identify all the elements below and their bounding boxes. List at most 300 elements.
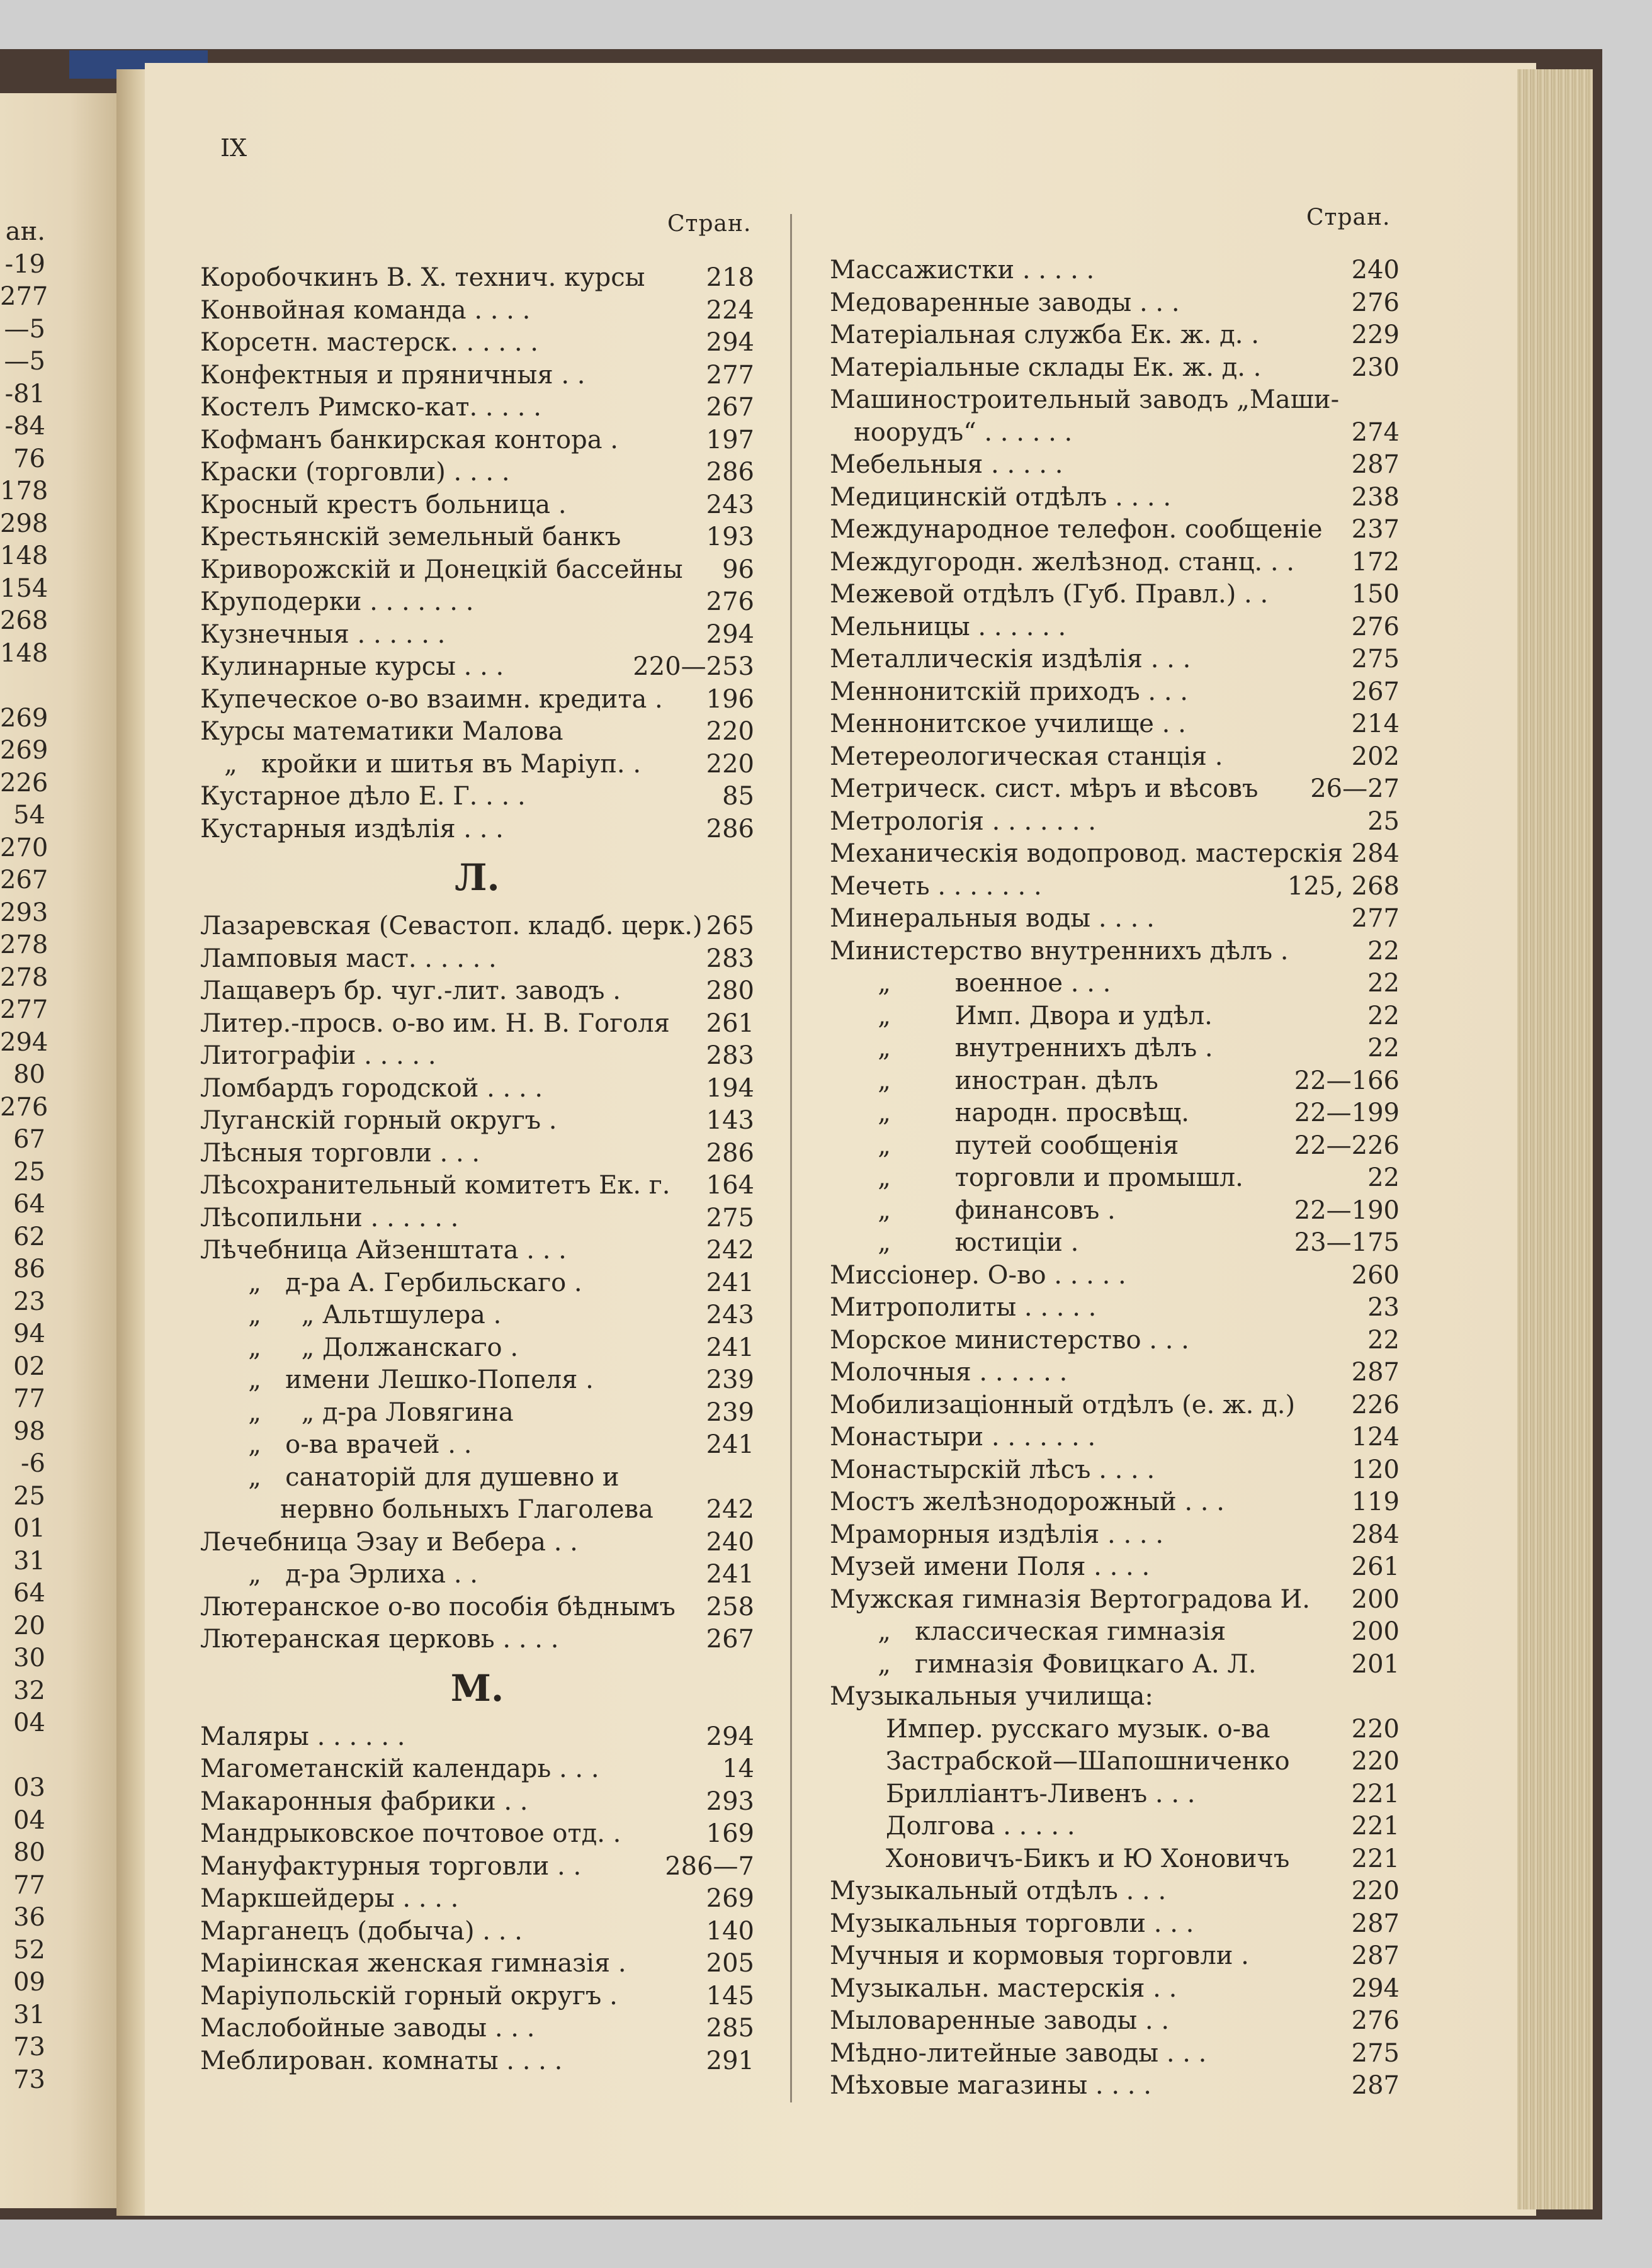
entry-title: Музыкальн. мастерскія . . — [830, 1973, 1177, 2003]
entry-title: Долгова . . . . . — [830, 1812, 1075, 1841]
entry-title: Меблирован. комнаты . . . . — [200, 2046, 563, 2075]
index-entry — [830, 773, 1400, 806]
index-entry — [830, 1908, 1400, 1941]
entry-page: 22—226 — [1294, 1131, 1400, 1160]
entry-page: 172 — [1351, 547, 1400, 577]
entry-page: 229 — [1351, 320, 1400, 349]
entry-title: Мельницы . . . . . . — [830, 612, 1066, 641]
entry-page: 286—7 — [665, 1851, 754, 1881]
left-page-number: —5 — [4, 347, 45, 376]
entry-page: 25 — [1367, 806, 1400, 836]
entry-title: Краски (торговли) . . . . — [200, 458, 510, 487]
left-page-number: 36 — [13, 1903, 45, 1932]
entry-page: 276 — [1351, 288, 1400, 317]
entry-page: 205 — [706, 1949, 754, 1978]
index-entry — [200, 489, 754, 522]
entry-page: 140 — [706, 1916, 754, 1946]
left-page-number: 270 — [0, 833, 48, 862]
index-entry — [200, 716, 754, 748]
entry-title: Молочныя . . . . . . — [830, 1358, 1068, 1387]
index-entry — [830, 417, 1400, 449]
entry-title: Маслобойные заводы . . . — [200, 2014, 535, 2043]
index-entry — [830, 449, 1400, 482]
entry-page: 243 — [706, 490, 754, 519]
left-page-number: 67 — [13, 1125, 45, 1154]
entry-title: Министерство внутреннихъ дѣлъ . — [830, 936, 1289, 966]
index-entry — [200, 392, 754, 424]
index-entry — [830, 1875, 1400, 1908]
entry-title: Кустарныя издѣлія . . . — [200, 814, 504, 843]
page-number: IX — [220, 134, 247, 162]
left-page-number: 77 — [13, 1384, 45, 1413]
entry-page: 275 — [1351, 2038, 1400, 2068]
index-entry — [830, 1454, 1400, 1487]
entry-title: Лѣчебница Айзенштата . . . — [200, 1236, 567, 1265]
index-entry — [200, 651, 754, 684]
index-entry — [830, 1584, 1400, 1616]
index-entry — [200, 1073, 754, 1105]
index-entry — [830, 1421, 1400, 1454]
entry-page: 267 — [1351, 677, 1400, 706]
index-entry — [200, 1623, 754, 1656]
entry-page: 23—175 — [1294, 1228, 1400, 1257]
entry-page: 239 — [706, 1397, 754, 1427]
index-entry — [200, 943, 754, 976]
entry-title: Конфектныя и пряничныя . . — [200, 360, 586, 390]
entry-title: „ иностран. дѣлъ — [830, 1066, 1158, 1095]
entry-page: 280 — [706, 976, 754, 1005]
entry-page — [1396, 384, 1400, 417]
left-page-number: 31 — [13, 1546, 45, 1576]
entry-page: 196 — [706, 684, 754, 714]
entry-title: Меннонитское училище . . — [830, 709, 1186, 738]
entry-title: Круподерки . . . . . . . — [200, 587, 474, 616]
entry-page: 197 — [706, 425, 754, 454]
index-entry — [830, 1940, 1400, 1973]
page-edges — [1517, 69, 1593, 2209]
entry-title: „ д-ра Эрлиха . . — [200, 1560, 478, 1589]
entry-page: 221 — [1351, 1779, 1400, 1808]
entry-page: 287 — [1351, 1909, 1400, 1938]
index-entry — [830, 838, 1400, 871]
entry-page: 284 — [1351, 839, 1400, 868]
entry-title: Луганскій горный округъ . — [200, 1106, 557, 1135]
index-entry — [830, 254, 1400, 287]
section-letter: Л. — [455, 856, 500, 899]
left-page-number: 54 — [13, 801, 45, 830]
left-page-number: 20 — [13, 1611, 45, 1640]
entry-title: Хоновичъ-Бикъ и Ю Хоновичъ — [830, 1844, 1290, 1873]
left-page-number: —5 — [4, 314, 45, 344]
left-page-number: 64 — [13, 1579, 45, 1608]
entry-page: 276 — [1351, 2006, 1400, 2035]
entry-title: Кузнечныя . . . . . . — [200, 619, 446, 649]
index-entry — [200, 1332, 754, 1365]
entry-page: 276 — [706, 587, 754, 616]
index-entry — [830, 871, 1400, 903]
index-entry — [830, 741, 1400, 774]
entry-page: 164 — [706, 1171, 754, 1200]
entry-page: 269 — [706, 1884, 754, 1913]
entry-title: „ „ Должанскаго . — [200, 1333, 519, 1362]
left-page-number: 278 — [0, 962, 48, 992]
index-entry — [830, 1486, 1400, 1519]
entry-page: 220 — [706, 749, 754, 779]
left-page-number: 04 — [13, 1805, 45, 1835]
entry-page: 277 — [706, 360, 754, 390]
entry-page: 221 — [1351, 1844, 1400, 1873]
entry-title: Мѣховые магазины . . . . — [830, 2071, 1151, 2100]
entry-title: Минеральныя воды . . . . — [830, 904, 1155, 933]
entry-page: 237 — [1351, 515, 1400, 544]
left-page-number: 25 — [13, 1157, 45, 1187]
entry-title: Лѣсохранительный комитетъ Ек. г. — [200, 1171, 670, 1200]
entry-title: Купеческое о-во взаимн. кредита . — [200, 684, 663, 714]
entry-page: 291 — [706, 2046, 754, 2075]
entry-title: Маркшейдеры . . . . — [200, 1884, 459, 1913]
left-page-number: 268 — [0, 606, 48, 635]
index-entry — [830, 319, 1400, 352]
entry-title: Международное телефон. сообщеніе — [830, 515, 1323, 544]
index-entry — [830, 968, 1400, 1000]
entry-page: 220—253 — [633, 652, 754, 681]
entry-title: Мануфактурныя торговли . . — [200, 1851, 582, 1881]
entry-page: 214 — [1351, 709, 1400, 738]
entry-title: „ народн. просвѣщ. — [830, 1098, 1189, 1127]
entry-page: 119 — [1351, 1487, 1400, 1516]
entry-title: „ санаторій для душевно и — [200, 1462, 620, 1492]
entry-page: 275 — [1351, 645, 1400, 674]
index-entry — [830, 2005, 1400, 2038]
entry-title: Массажистки . . . . . — [830, 256, 1095, 285]
entry-title: Макаронныя фабрики . . — [200, 1786, 528, 1816]
entry-title: Маріупольскій горный округъ . — [200, 1981, 618, 2011]
index-entry — [830, 1162, 1400, 1195]
entry-title: Лечебница Эзау и Вебера . . — [200, 1527, 578, 1557]
entry-title: „ путей сообщенія — [830, 1131, 1179, 1160]
index-entry — [200, 1040, 754, 1073]
entry-page: 230 — [1351, 353, 1400, 382]
entry-page: 275 — [706, 1203, 754, 1233]
entry-title: Маріинская женская гимназія . — [200, 1949, 626, 1978]
entry-page: 226 — [1351, 1390, 1400, 1419]
index-entry — [200, 424, 754, 457]
entry-page: 287 — [1351, 2071, 1400, 2100]
index-entry — [830, 806, 1400, 838]
index-entry — [200, 586, 754, 619]
index-entry — [830, 935, 1400, 968]
index-entry — [200, 1980, 754, 2013]
entry-title: „ кройки и шитья въ Маріуп. . — [200, 749, 642, 779]
left-page-number: -81 — [4, 379, 45, 409]
index-entry — [200, 1364, 754, 1397]
entry-page: 294 — [1351, 1973, 1400, 2003]
index-entry — [200, 1786, 754, 1819]
entry-page: 14 — [722, 1754, 754, 1783]
entry-page: 201 — [1351, 1649, 1400, 1679]
index-entry — [830, 546, 1400, 579]
entry-title: Миссіонер. О-во . . . . . — [830, 1260, 1126, 1290]
entry-title: Ломбардъ городской . . . . — [200, 1073, 543, 1103]
index-entry — [200, 1234, 754, 1267]
index-entry — [830, 2038, 1400, 2070]
entry-title: „ Имп. Двора и удѣл. — [830, 1001, 1213, 1030]
entry-title: Музыкальный отдѣлъ . . . — [830, 1876, 1167, 1905]
entry-page: 124 — [1351, 1423, 1400, 1452]
entry-page: 241 — [706, 1333, 754, 1362]
index-entry — [200, 1429, 754, 1462]
entry-page: 220 — [1351, 1714, 1400, 1744]
index-entry — [200, 1883, 754, 1915]
index-entry — [830, 676, 1400, 709]
entry-title: Мраморныя издѣлія . . . . — [830, 1520, 1164, 1549]
index-entry — [830, 1778, 1400, 1811]
entry-title: Крестьянскій земельный банкъ — [200, 522, 621, 551]
left-page-number: 298 — [0, 509, 48, 538]
index-entry — [830, 352, 1400, 385]
index-entry — [830, 1649, 1400, 1681]
entry-page: 287 — [1351, 1941, 1400, 1970]
left-page-number: 269 — [0, 703, 48, 733]
left-page-number: 86 — [13, 1255, 45, 1284]
index-entry — [830, 611, 1400, 644]
entry-page: 267 — [706, 393, 754, 422]
left-page-number: 52 — [13, 1935, 45, 1965]
entry-title: Матеріальные склады Ек. ж. д. . — [830, 353, 1262, 382]
left-page-number: 148 — [0, 541, 48, 570]
index-entry — [830, 1357, 1400, 1389]
index-entry — [200, 554, 754, 587]
index-entry — [200, 262, 754, 295]
index-entry — [830, 1810, 1400, 1843]
left-page-number: 267 — [0, 866, 48, 894]
entry-title: „ д-ра А. Гербильскаго . — [200, 1268, 582, 1297]
left-page-number: -19 — [4, 249, 45, 279]
index-entry — [830, 1681, 1400, 1713]
left-page-number: 80 — [13, 1060, 45, 1089]
left-page-number: 294 — [0, 1027, 48, 1057]
index-entry — [830, 1324, 1400, 1357]
entry-title: Бриллiантъ-Ливенъ . . . — [830, 1779, 1196, 1808]
index-entry — [200, 1105, 754, 1137]
index-entry — [200, 2045, 754, 2078]
index-entry — [830, 1519, 1400, 1552]
entry-title: „ гимназія Фовицкаго А. Л. — [830, 1649, 1257, 1679]
entry-title: „ „ д-ра Ловягина — [200, 1397, 514, 1427]
entry-page: 287 — [1351, 450, 1400, 479]
left-page-number: 94 — [13, 1319, 45, 1348]
entry-page: 193 — [706, 522, 754, 551]
entry-title: Мѣдно-литейные заводы . . . — [830, 2038, 1207, 2068]
index-entry — [830, 1973, 1400, 2006]
entry-title: Митрополиты . . . . . — [830, 1293, 1097, 1322]
index-entry — [830, 1065, 1400, 1098]
entry-page: 294 — [706, 328, 754, 357]
left-page-number: 148 — [0, 638, 48, 668]
entry-title: Мыловаренные заводы . . — [830, 2006, 1170, 2035]
index-entry — [830, 1097, 1400, 1130]
index-column-right — [830, 254, 1400, 2102]
left-page-number: 226 — [0, 768, 48, 798]
index-entry — [830, 1130, 1400, 1163]
entry-title: Лѣсныя торговли . . . — [200, 1138, 480, 1168]
entry-page: 169 — [706, 1819, 754, 1848]
entry-page: 241 — [706, 1268, 754, 1297]
entry-title: Монастырскій лѣсъ . . . . — [830, 1455, 1155, 1484]
entry-page: 286 — [706, 814, 754, 843]
entry-title: Метрологія . . . . . . . — [830, 806, 1096, 836]
entry-title: Машиностроительный заводъ „Маши- — [830, 385, 1340, 414]
entry-title: Музей имени Поля . . . . — [830, 1552, 1150, 1581]
index-entry — [830, 1000, 1400, 1033]
entry-page: 267 — [706, 1625, 754, 1654]
index-entry — [830, 1551, 1400, 1584]
entry-title: Кулинарные курсы . . . — [200, 652, 504, 681]
entry-page: 23 — [1367, 1293, 1400, 1322]
index-entry — [830, 384, 1400, 417]
left-page-number: 269 — [0, 736, 48, 765]
entry-page: 261 — [706, 1008, 754, 1038]
entry-title: Кустарное дѣло Е. Г. . . . — [200, 782, 526, 811]
entry-title: Монастыри . . . . . . . — [830, 1423, 1096, 1452]
entry-title: Медоваренные заводы . . . — [830, 288, 1180, 317]
entry-title: Мобилизаціонный отдѣлъ (е. ж. д.) — [830, 1390, 1296, 1419]
index-entry — [200, 1851, 754, 1883]
left-page-number: 73 — [13, 2033, 45, 2062]
index-entry — [200, 684, 754, 716]
entry-page — [750, 1462, 754, 1494]
index-entry — [200, 327, 754, 359]
entry-title: Музыкальныя торговли . . . — [830, 1909, 1194, 1938]
entry-title: Мучныя и кормовыя торговли . — [830, 1941, 1249, 1970]
left-page-number: -6 — [21, 1449, 45, 1478]
entry-page: 220 — [1351, 1747, 1400, 1776]
entry-page: 274 — [1351, 417, 1400, 447]
index-entry — [200, 2012, 754, 2045]
entry-page: 22 — [1367, 1325, 1400, 1355]
column-header-left: Стран. — [667, 211, 752, 237]
left-page-number: 31 — [13, 2000, 45, 2029]
index-entry — [830, 482, 1400, 514]
entry-page: 240 — [706, 1527, 754, 1557]
index-entry — [200, 1462, 754, 1494]
entry-page: 284 — [1351, 1520, 1400, 1549]
left-page-number: 25 — [13, 1481, 45, 1511]
entry-page: 241 — [706, 1430, 754, 1459]
index-entry — [200, 359, 754, 392]
index-entry — [200, 1202, 754, 1235]
entry-page: 276 — [1351, 612, 1400, 641]
index-entry — [200, 1591, 754, 1624]
index-entry — [830, 1292, 1400, 1324]
entry-title: Матеріальная служба Ек. ж. д. . — [830, 320, 1259, 349]
index-entry — [200, 1137, 754, 1170]
entry-page: 294 — [706, 619, 754, 649]
left-page-number: 32 — [13, 1676, 45, 1705]
entry-title: Мебельныя . . . . . — [830, 450, 1063, 479]
left-page-number: 01 — [13, 1514, 45, 1543]
index-entry — [200, 1526, 754, 1559]
entry-title: Ламповыя маст. . . . . . — [200, 944, 497, 973]
left-page-number: 30 — [13, 1644, 45, 1673]
entry-page: 220 — [1351, 1876, 1400, 1905]
section-letter: М. — [450, 1666, 504, 1710]
index-entry — [830, 708, 1400, 741]
entry-page: 240 — [1351, 256, 1400, 285]
entry-page: 26—27 — [1310, 774, 1400, 803]
entry-page: 260 — [1351, 1260, 1400, 1290]
left-page-number: 154 — [0, 573, 48, 603]
entry-page — [1396, 1681, 1400, 1713]
index-entry — [200, 295, 754, 327]
entry-title: Междугородн. желѣзнод. станц. . . — [830, 547, 1294, 577]
entry-title: Литер.-просв. о-во им. Н. В. Гоголя — [200, 1008, 670, 1038]
entry-page: 96 — [722, 555, 754, 584]
entry-title: Морское министерство . . . — [830, 1325, 1189, 1355]
index-entry — [200, 456, 754, 489]
index-column-left — [200, 262, 754, 2077]
index-entry — [830, 903, 1400, 935]
entry-title: Медицинскій отдѣлъ . . . . — [830, 482, 1172, 512]
entry-page: 277 — [1351, 904, 1400, 933]
entry-title: Межевой отдѣлъ (Губ. Правл.) . . — [830, 580, 1269, 609]
index-entry — [200, 521, 754, 554]
entry-page: 286 — [706, 1138, 754, 1168]
index-entry — [200, 910, 754, 943]
left-page-number: 09 — [13, 1968, 45, 1997]
entry-title: „ военное . . . — [830, 969, 1111, 998]
entry-page: 22—199 — [1294, 1098, 1400, 1127]
entry-title: Лютеранское о-во пособія бѣднымъ — [200, 1592, 676, 1622]
entry-title: Коробочкинъ В. Х. технич. курсы — [200, 263, 645, 292]
entry-title: „ юстиціи . — [830, 1228, 1079, 1257]
index-entry — [830, 1389, 1400, 1422]
index-entry — [200, 1948, 754, 1980]
entry-title: Литографіи . . . . . — [200, 1041, 436, 1070]
index-entry — [830, 1260, 1400, 1292]
column-header-right: Стран. — [1306, 205, 1391, 230]
entry-title: Маляры . . . . . . — [200, 1722, 405, 1751]
index-entry — [830, 1616, 1400, 1649]
entry-title: Меннонитскій приходъ . . . — [830, 677, 1188, 706]
entry-title: Лазаревская (Севастоп. кладб. церк.) — [200, 911, 703, 940]
left-page-number: 80 — [13, 1838, 45, 1867]
entry-title: Метереологическая станція . — [830, 742, 1223, 771]
entry-page: 220 — [706, 717, 754, 746]
entry-title: Механическія водопровод. мастерскія — [830, 839, 1344, 868]
entry-title: Мужская гимназія Вертоградова И. — [830, 1584, 1310, 1614]
entry-title: Магометанскій календарь . . . — [200, 1754, 599, 1783]
index-entry — [200, 813, 754, 846]
entry-page: 258 — [706, 1592, 754, 1622]
index-entry — [200, 1008, 754, 1041]
entry-page: 221 — [1351, 1812, 1400, 1841]
index-entry — [830, 287, 1400, 320]
index-entry — [830, 514, 1400, 546]
entry-page: 22 — [1367, 1001, 1400, 1030]
left-page-number: 76 — [13, 444, 45, 473]
index-entry — [830, 1713, 1400, 1746]
entry-title: „ „ Альтшулера . — [200, 1300, 502, 1329]
entry-page: 125, 268 — [1287, 871, 1400, 901]
left-page — [0, 93, 116, 2208]
left-page-number: 62 — [13, 1222, 45, 1251]
entry-page: 22 — [1367, 936, 1400, 966]
entry-title: Кофманъ банкирская контора . — [200, 425, 619, 454]
entry-title: „ о-ва врачей . . — [200, 1430, 472, 1459]
entry-page: 283 — [706, 944, 754, 973]
entry-page: 218 — [706, 263, 754, 292]
